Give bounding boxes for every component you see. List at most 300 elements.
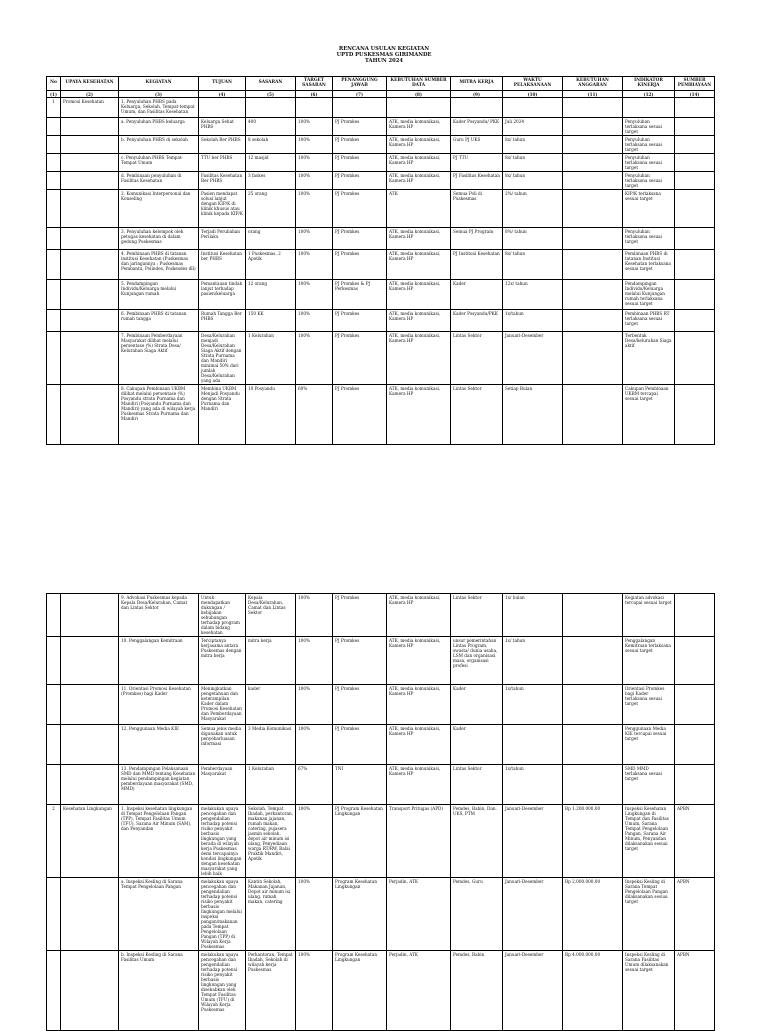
row-penanggung-jawab: Program Kesehatan Lingkungan: [333, 951, 387, 1031]
row-number: [47, 725, 61, 765]
row-mitra-kerja: [451, 98, 503, 118]
row-indikator: Penggunaan Media KIE tercapai sesuai target: [623, 725, 675, 765]
row-sumber-data: ATK, media komunikasi, Kamera HP: [387, 280, 451, 310]
column-header: INDIKATOR KINERJA: [623, 77, 675, 91]
row-anggaran: [563, 765, 623, 805]
row-waktu: 8x/ tahun: [503, 154, 563, 172]
column-number: (9): [451, 91, 503, 98]
row-sumber-data: [387, 98, 451, 118]
row-indikator: Terbentuk Desa/kelurahan Siaga aktif: [623, 332, 675, 385]
row-indikator: Penyuluhan terlaksana sesuai target: [623, 154, 675, 172]
row-pembiayaan: [675, 136, 715, 154]
row-indikator: Kegiatan advokasi tercapai sesuai target: [623, 594, 675, 637]
row-sasaran: 1 Kelurahan: [246, 765, 296, 805]
row-mitra-kerja: Lintas Sektor: [451, 332, 503, 385]
row-indikator: Pembinaan PHBS di tatanan Institusi Kesehatan terlaksana sesuai target: [623, 250, 675, 280]
row-indikator: Penggalangan Kemitraan terlaksana sesuai target: [623, 637, 675, 685]
table-row: [47, 280, 715, 310]
row-kegiatan: 9. Advokasi Puskesmas kepada Kepala Desa/Kelurahan, Camat dan Lintas Sektor: [119, 594, 199, 637]
table-row: [47, 250, 715, 280]
row-kegiatan: 6. Pembinaan PHBS di tatanan rumah tangga: [119, 310, 199, 332]
row-upaya: [61, 250, 119, 280]
row-target: 100%: [296, 250, 333, 280]
row-sumber-data: Perjadin, ATK: [387, 878, 451, 951]
row-anggaran: [563, 250, 623, 280]
column-number: (10): [503, 91, 563, 98]
row-number: [47, 118, 61, 136]
row-anggaran: Rp 2.000.000,00: [563, 878, 623, 951]
row-pembiayaan: [675, 172, 715, 190]
column-header: WAKTU PELAKSANAAN: [503, 77, 563, 91]
row-penanggung-jawab: PJ Promkes: [333, 685, 387, 725]
row-penanggung-jawab: PJ Promkes: [333, 594, 387, 637]
row-penanggung-jawab: PJ Promkes: [333, 154, 387, 172]
row-target: 100%: [296, 228, 333, 250]
row-upaya: [61, 685, 119, 725]
table-row: [47, 172, 715, 190]
table-row: [47, 310, 715, 332]
row-waktu: 1x/tahun: [503, 685, 563, 725]
row-penanggung-jawab: [333, 98, 387, 118]
column-number: (2): [61, 91, 119, 98]
row-mitra-kerja: Kader Posyandu/ PKK: [451, 118, 503, 136]
row-pembiayaan: [675, 332, 715, 385]
row-waktu: Setiap Bulan: [503, 385, 563, 445]
row-sumber-data: ATK, media komunikasi, Kamera HP: [387, 594, 451, 637]
row-penanggung-jawab: PJ Promkes: [333, 118, 387, 136]
row-indikator: Inspeksi Kesling di Sarana Fasilitas Umum dilaksanakan sesuai target: [623, 951, 675, 1031]
row-kegiatan: b. Penyuluhan PHBS di sekolah: [119, 136, 199, 154]
row-anggaran: [563, 228, 623, 250]
row-waktu: Januari-Desember: [503, 332, 563, 385]
row-number: [47, 172, 61, 190]
row-mitra-kerja: Lintas Sektor: [451, 594, 503, 637]
row-kegiatan: 8. Cakupan Pembinaan UKBM dilihat melalui persentase (%) Posyandu strata Purnama dan Mandiri (Posyandu Purnama dan Mandiri) yang ada di wilayah kerja Puskesmas Strata Purnama dan Mandiri: [119, 385, 199, 445]
row-target: 100%: [296, 118, 333, 136]
row-indikator: Penyuluhan terlaksana sesuai target: [623, 136, 675, 154]
row-sasaran: 12 masjid: [246, 154, 296, 172]
row-anggaran: [563, 280, 623, 310]
row-tujuan: Untuk mendapatkan dukungan / kebijakan sehubungan terhadap program dalam bidang kesehatan: [199, 594, 246, 637]
column-number-row: [47, 91, 715, 98]
row-number: 2: [47, 805, 61, 878]
table-row: [47, 190, 715, 228]
row-mitra-kerja: PJ Fasilitas Kesehatan: [451, 172, 503, 190]
row-kegiatan: 7. Pembinaan Pemberdayaan Masyarakat dilihat melalui persentase (%) Strata Desa/ Kelurahan Siaga Aktif: [119, 332, 199, 385]
row-upaya: [61, 118, 119, 136]
row-anggaran: [563, 685, 623, 725]
row-number: [47, 154, 61, 172]
row-sumber-data: ATK, media komunikasi, Kamera HP: [387, 228, 451, 250]
row-pembiayaan: APBN: [675, 951, 715, 1031]
row-pembiayaan: [675, 98, 715, 118]
table-header-row: [47, 77, 715, 91]
table-row: [47, 725, 715, 765]
row-kegiatan: c. Penyuluhan PHBS Tempat-Tempat Umum: [119, 154, 199, 172]
row-tujuan: Pemantauan tindak lanjut terhadap pasien/keluarga: [199, 280, 246, 310]
row-sumber-data: ATK, media komunikasi, Kamera HP: [387, 385, 451, 445]
row-mitra-kerja: Kader: [451, 725, 503, 765]
row-waktu: 8%/ tahun: [503, 228, 563, 250]
row-pembiayaan: [675, 385, 715, 445]
row-kegiatan: a. Penyuluhan PHBS keluarga: [119, 118, 199, 136]
table-row: [47, 637, 715, 685]
row-penanggung-jawab: PJ Program Kesehatan Lingkungan: [333, 805, 387, 878]
activity-table-page-1: [46, 76, 715, 445]
row-sasaran: 1 Kelurahan: [246, 332, 296, 385]
row-sasaran: orang: [246, 228, 296, 250]
row-waktu: 1x/ bulan: [503, 594, 563, 637]
row-pembiayaan: [675, 725, 715, 765]
column-number: (1): [47, 91, 61, 98]
column-header: UPAYA KESEHATAN: [61, 77, 119, 91]
row-upaya: [61, 310, 119, 332]
row-upaya: [61, 136, 119, 154]
row-waktu: 12x/ tahun: [503, 280, 563, 310]
row-sasaran: 3 faskes: [246, 172, 296, 190]
row-mitra-kerja: Guru PJ UKS: [451, 136, 503, 154]
row-indikator: Orientasi Promkes bagi Kader terlaksana sesuai target: [623, 685, 675, 725]
row-target: 100%: [296, 594, 333, 637]
row-waktu: Januari-Desember: [503, 805, 563, 878]
row-sasaran: 10 Posyandu: [246, 385, 296, 445]
row-anggaran: [563, 98, 623, 118]
row-mitra-kerja: Semua Poli di Puskesmas: [451, 190, 503, 228]
row-waktu: Januari-Desember: [503, 951, 563, 1031]
column-header: KEBUTUHAN SUMBER DATA: [387, 77, 451, 91]
row-waktu: 1x/ tahun: [503, 637, 563, 685]
document-year: TAHUN 2024: [364, 58, 403, 64]
row-pembiayaan: [675, 280, 715, 310]
row-number: [47, 280, 61, 310]
column-number: (4): [199, 91, 246, 98]
row-mitra-kerja: Kader: [451, 280, 503, 310]
row-sumber-data: ATK, media komunikasi, Kamera HP: [387, 765, 451, 805]
row-upaya: Promosi Kesehatan: [61, 98, 119, 118]
row-penanggung-jawab: PJ Promkes: [333, 385, 387, 445]
row-pembiayaan: [675, 637, 715, 685]
row-kegiatan: 1. Penyuluhan PHBS pada Keluarga, Sekolah, Tempat-tempat Umum, dan Fasilitas Kesehatan: [119, 98, 199, 118]
row-upaya: Kesehatan Lingkungan: [61, 805, 119, 878]
row-penanggung-jawab: PJ Promkes: [333, 172, 387, 190]
row-mitra-kerja: Pemdes, Babin: [451, 951, 503, 1031]
column-header: SASARAN: [246, 77, 296, 91]
row-penanggung-jawab: PJ Promkes: [333, 637, 387, 685]
row-number: [47, 685, 61, 725]
row-tujuan: Institusi Kesehatan ber PHBS: [199, 250, 246, 280]
row-waktu: 8x/ tahun: [503, 172, 563, 190]
row-waktu: 8x/ tahun: [503, 136, 563, 154]
row-indikator: Pendampingan Individu/Keluarga melalui Kunjungan rumah terlaksana sesuai target: [623, 280, 675, 310]
row-pembiayaan: [675, 310, 715, 332]
row-tujuan: Pemberdayaan Masyarakat: [199, 765, 246, 805]
row-sumber-data: ATK, media komunikasi, Kamera HP: [387, 154, 451, 172]
row-sumber-data: ATK, media komunikasi, Kamera HP: [387, 685, 451, 725]
row-sumber-data: ATK, media komunikasi, Kamera HP: [387, 332, 451, 385]
row-tujuan: [199, 98, 246, 118]
row-target: 100%: [296, 154, 333, 172]
row-target: 100%: [296, 190, 333, 228]
row-sasaran: [246, 98, 296, 118]
row-tujuan: TTU ber PHBS: [199, 154, 246, 172]
row-pembiayaan: [675, 154, 715, 172]
document-title: RENCANA USULAN KEGIATAN: [338, 46, 430, 52]
column-number: (7): [333, 91, 387, 98]
row-mitra-kerja: Kader: [451, 685, 503, 725]
row-sasaran: 150 KK: [246, 310, 296, 332]
row-mitra-kerja: Pemdes, Guru: [451, 878, 503, 951]
row-upaya: [61, 385, 119, 445]
row-sumber-data: Perjadin, ATK: [387, 951, 451, 1031]
row-pembiayaan: [675, 190, 715, 228]
row-upaya: [61, 765, 119, 805]
row-target: 100%: [296, 280, 333, 310]
row-pembiayaan: [675, 765, 715, 805]
table-row: [47, 951, 715, 1031]
row-tujuan: Meningkatkan pengetahuan dan keterampilan Kader dalam Promosi Kesehatan dan Pemberdayaan Masyarakat: [199, 685, 246, 725]
row-anggaran: [563, 154, 623, 172]
row-anggaran: [563, 118, 623, 136]
row-number: [47, 385, 61, 445]
table-row: [47, 118, 715, 136]
column-header: MITRA KERJA: [451, 77, 503, 91]
row-number: [47, 951, 61, 1031]
column-number: (8): [387, 91, 451, 98]
row-sumber-data: ATK, media komunikasi, Kamera HP: [387, 118, 451, 136]
row-anggaran: [563, 332, 623, 385]
column-number: (14): [675, 91, 715, 98]
row-indikator: KIP/K terlaksana sesuai target: [623, 190, 675, 228]
table-row: [47, 594, 715, 637]
row-sasaran: Perkantoran, Tempat Ibadah, Sekolah di wilayah kerja Puskesmas: [246, 951, 296, 1031]
row-number: [47, 332, 61, 385]
row-sumber-data: ATK, media komunikasi, Kamera HP: [387, 136, 451, 154]
row-target: 100%: [296, 878, 333, 951]
column-header: No: [47, 77, 61, 91]
row-upaya: [61, 951, 119, 1031]
row-kegiatan: 3. Penyuluhan kelompok oleh petugas kesehatan di dalam gedung Puskesmas: [119, 228, 199, 250]
row-waktu: Januari-Desember: [503, 878, 563, 951]
row-indikator: Penyuluhan terlaksana sesuai target: [623, 172, 675, 190]
row-number: [47, 228, 61, 250]
row-sasaran: 400: [246, 118, 296, 136]
table-row: [47, 98, 715, 118]
row-pembiayaan: [675, 118, 715, 136]
column-number: (6): [296, 91, 333, 98]
row-mitra-kerja: Semua PJ Program: [451, 228, 503, 250]
row-mitra-kerja: Kader Posyandu/PKK: [451, 310, 503, 332]
row-sasaran: 8 sekolah: [246, 136, 296, 154]
row-kegiatan: 2. Komunikasi Interpersonal dan Konseling: [119, 190, 199, 228]
row-upaya: [61, 878, 119, 951]
row-sasaran: Kepala Desa/Kelurahan, Camat dan Lintas Sektor: [246, 594, 296, 637]
row-sumber-data: ATK, media komunikasi, Kamera HP: [387, 250, 451, 280]
row-sasaran: Kantin Sekolah, Makanan Jajanan, Depot air minum isi ulang, rumah makan, catering: [246, 878, 296, 951]
row-number: [47, 250, 61, 280]
table-row: [47, 805, 715, 878]
row-indikator: Pembinaan PHBS RT terlaksana sesuai target: [623, 310, 675, 332]
row-upaya: [61, 280, 119, 310]
row-sasaran: 3 Media Komunikasi: [246, 725, 296, 765]
row-tujuan: Semua jenis media digunakan untuk penyebarluasan informasi: [199, 725, 246, 765]
table-row: [47, 228, 715, 250]
row-target: 100%: [296, 685, 333, 725]
row-anggaran: [563, 190, 623, 228]
row-upaya: [61, 332, 119, 385]
row-sasaran: 1 Puskesmas, 2 Apotik: [246, 250, 296, 280]
column-number: (12): [623, 91, 675, 98]
row-anggaran: [563, 385, 623, 445]
row-target: 100%: [296, 725, 333, 765]
row-pembiayaan: [675, 228, 715, 250]
row-upaya: [61, 190, 119, 228]
row-sumber-data: ATK, media komunikasi, Kamera HP: [387, 310, 451, 332]
row-number: [47, 136, 61, 154]
row-indikator: Cakupan Pembinaan UKBM tercapai sesuai target: [623, 385, 675, 445]
column-header: KEBUTUHAN ANGGARAN: [563, 77, 623, 91]
row-number: [47, 878, 61, 951]
row-waktu: [503, 98, 563, 118]
row-tujuan: Terciptanya kerjasama antara Puskesmas dengan mitra kerja: [199, 637, 246, 685]
row-tujuan: melakukan upaya pencegahan dan pengendalian terhadap potensi risiko penyakit berbasis lingkungan yang disebabkan oleh Tempat Fasilitas Umum (TFU) di Wilayah Kerja Puskesmas: [199, 951, 246, 1031]
column-number: (3): [119, 91, 199, 98]
row-sasaran: 12 orang: [246, 280, 296, 310]
row-kegiatan: 10. Penggalangan Kemitraan: [119, 637, 199, 685]
row-sumber-data: ATK, media komunikasi, Kamera HP: [387, 637, 451, 685]
row-indikator: SMD MMD terlaksana sesuai target: [623, 765, 675, 805]
row-target: 100%: [296, 805, 333, 878]
table-row: [47, 385, 715, 445]
row-tujuan: Terjadi Perubahan Perilaku: [199, 228, 246, 250]
row-sasaran: mitra kerja: [246, 637, 296, 685]
row-waktu: [503, 725, 563, 765]
row-anggaran: [563, 136, 623, 154]
row-upaya: [61, 637, 119, 685]
row-tujuan: Keluarga Sehat PHBS: [199, 118, 246, 136]
row-waktu: 8x/ tahun: [503, 250, 563, 280]
row-indikator: Inspeksi Kesehatan Lingkungan di Tempat dan Fasilitas Umum, Sarana Tempat Pengelolaan Pangan, Sarana Air Minum, Penyandan dilaksanakan sesuai target: [623, 805, 675, 878]
row-anggaran: [563, 172, 623, 190]
table-row: [47, 332, 715, 385]
row-tujuan: melakukan upaya pencegahan dan pengendalian terhadap potensi risiko penyakit berbasis lingkungan melalui inspeksi pangan/makanan pada Tempat Pengelolaan Pangan (TPP) di Wilayah Kerja Puskesmas: [199, 878, 246, 951]
row-sumber-data: ATK, media komunikasi, Kamera HP: [387, 172, 451, 190]
row-indikator: Penyuluhan terlaksana sesuai target: [623, 118, 675, 136]
row-sasaran: 25 orang: [246, 190, 296, 228]
row-target: 60%: [296, 385, 333, 445]
row-number: [47, 310, 61, 332]
column-header: TUJUAN: [199, 77, 246, 91]
row-upaya: [61, 228, 119, 250]
column-header: KEGIATAN: [119, 77, 199, 91]
row-upaya: [61, 172, 119, 190]
row-indikator: Penyuluhan terlaksana sesuai target: [623, 228, 675, 250]
row-mitra-kerja: PJ TTU: [451, 154, 503, 172]
row-upaya: [61, 154, 119, 172]
row-number: [47, 637, 61, 685]
row-upaya: [61, 594, 119, 637]
row-penanggung-jawab: PJ Promkes: [333, 136, 387, 154]
row-waktu: 2%/ tahun: [503, 190, 563, 228]
row-pembiayaan: APBN: [675, 878, 715, 951]
activity-table-page-2: [46, 593, 715, 1031]
row-number: [47, 594, 61, 637]
table-row: [47, 765, 715, 805]
row-pembiayaan: APBN: [675, 805, 715, 878]
column-number: (11): [563, 91, 623, 98]
row-indikator: [623, 98, 675, 118]
table-row: [47, 136, 715, 154]
row-anggaran: [563, 310, 623, 332]
table-row: [47, 685, 715, 725]
row-anggaran: [563, 594, 623, 637]
row-sasaran: kader: [246, 685, 296, 725]
row-tujuan: Membina UKBM Menjadi Posyandu dengan Strata Purnama dan Mandiri: [199, 385, 246, 445]
row-sasaran: Sekolah, Tempat Ibadah, perkantoran, makanan jajanan, rumah makan, catering, pujasera jasmin sekolah, depot air minum isi ulang, Penyediaan warga RT/RW, Balai Praktik Mandiri, Apotik: [246, 805, 296, 878]
column-header: PENANGGUNG JAWAB: [333, 77, 387, 91]
document-subtitle: UPTD PUSKESMAS GIRIMANDE: [336, 52, 432, 58]
row-tujuan: Fasilitas Kesehatan Ber PHBS: [199, 172, 246, 190]
row-kegiatan: b. Inspeksi Kesling di Sarana Fasilitas Umum: [119, 951, 199, 1031]
row-pembiayaan: [675, 685, 715, 725]
table-row: [47, 878, 715, 951]
row-pembiayaan: [675, 250, 715, 280]
row-penanggung-jawab: PJ Promkes & PJ Perkesmas: [333, 280, 387, 310]
row-tujuan: Rumah Tangga Ber PHBS: [199, 310, 246, 332]
column-header: SUMBER PEMBIAYAAN: [675, 77, 715, 91]
row-waktu: 1x/tahun: [503, 310, 563, 332]
row-kegiatan: 12. Penggunaan Media KIE: [119, 725, 199, 765]
row-target: 100%: [296, 951, 333, 1031]
row-penanggung-jawab: Program Kesehatan Lingkungan: [333, 878, 387, 951]
row-anggaran: Rp 1.200.000,00: [563, 805, 623, 878]
row-penanggung-jawab: PJ Promkes: [333, 725, 387, 765]
row-target: 100%: [296, 332, 333, 385]
row-pembiayaan: [675, 594, 715, 637]
row-kegiatan: d. Pembinaan penyuluhan di Fasilitas Kesehatan: [119, 172, 199, 190]
row-penanggung-jawab: TNI: [333, 765, 387, 805]
row-mitra-kerja: Lintas Sektor: [451, 765, 503, 805]
row-waktu: 1x/tahun: [503, 765, 563, 805]
row-tujuan: melakukan upaya pencegahan dan pengendalian terhadap potensi risiko penyakit berbasis lingkungan yang berada di wilayah kerja Puskesmas demi tercapainya kondisi lingkungan dengan kesehatan masyarakat yang lebih baik: [199, 805, 246, 878]
row-anggaran: [563, 637, 623, 685]
table-row: [47, 154, 715, 172]
row-kegiatan: 13. Pendampingan Pelaksanaan SMD dan MMD tentang Kesehatan melalui pendampingan kegiatan pemberdayaan masyarakat (SMD, MMD): [119, 765, 199, 805]
row-mitra-kerja: Pemdes, Babin, Dan. UKS, PTM: [451, 805, 503, 878]
row-kegiatan: 4. Pembinaan PHBS di tatanan institusi Kesehatan (Puskesmas dan jaringannya : Puskesmas Pembantu, Polindes, Poskesdes dll): [119, 250, 199, 280]
row-sumber-data: ATK, media komunikasi, Kamera HP: [387, 725, 451, 765]
row-target: 100%: [296, 637, 333, 685]
row-kegiatan: 1. Inspeksi kesehatan lingkungan di Tempat Pengelolaan Pangan (TPP), Tempat Fasilitas Umum (TFU), Sarana Air Minum (SAM), dan Penyandan: [119, 805, 199, 878]
row-tujuan: Desa/Kelurahan menjadi Desa/Kelurahan Siaga Aktif dengan Strata Purnama dan Mandiri minimal 50% dari jumlah Desa/Kelurahan yang ada: [199, 332, 246, 385]
row-waktu: Juli 2024: [503, 118, 563, 136]
row-number: [47, 190, 61, 228]
row-penanggung-jawab: PJ Promkes: [333, 250, 387, 280]
row-tujuan: Sekolah Ber PHBS: [199, 136, 246, 154]
row-mitra-kerja: Lintas Sektor: [451, 385, 503, 445]
row-target: 67%: [296, 765, 333, 805]
row-target: [296, 98, 333, 118]
row-sumber-data: Transport Pritugas (APD): [387, 805, 451, 878]
row-kegiatan: 5. Pendampingan Individu/Keluarga melalui Kunjungan rumah: [119, 280, 199, 310]
row-penanggung-jawab: PJ Promkes: [333, 310, 387, 332]
row-upaya: [61, 725, 119, 765]
row-anggaran: Rp 4.000.000,00: [563, 951, 623, 1031]
row-anggaran: [563, 725, 623, 765]
row-penanggung-jawab: PJ Promkes: [333, 190, 387, 228]
row-target: 100%: [296, 310, 333, 332]
row-indikator: Inspeksi Kesling di Sarana Tempat Pengelolaan Pangan dilaksanakan sesuai target: [623, 878, 675, 951]
row-number: 1: [47, 98, 61, 118]
